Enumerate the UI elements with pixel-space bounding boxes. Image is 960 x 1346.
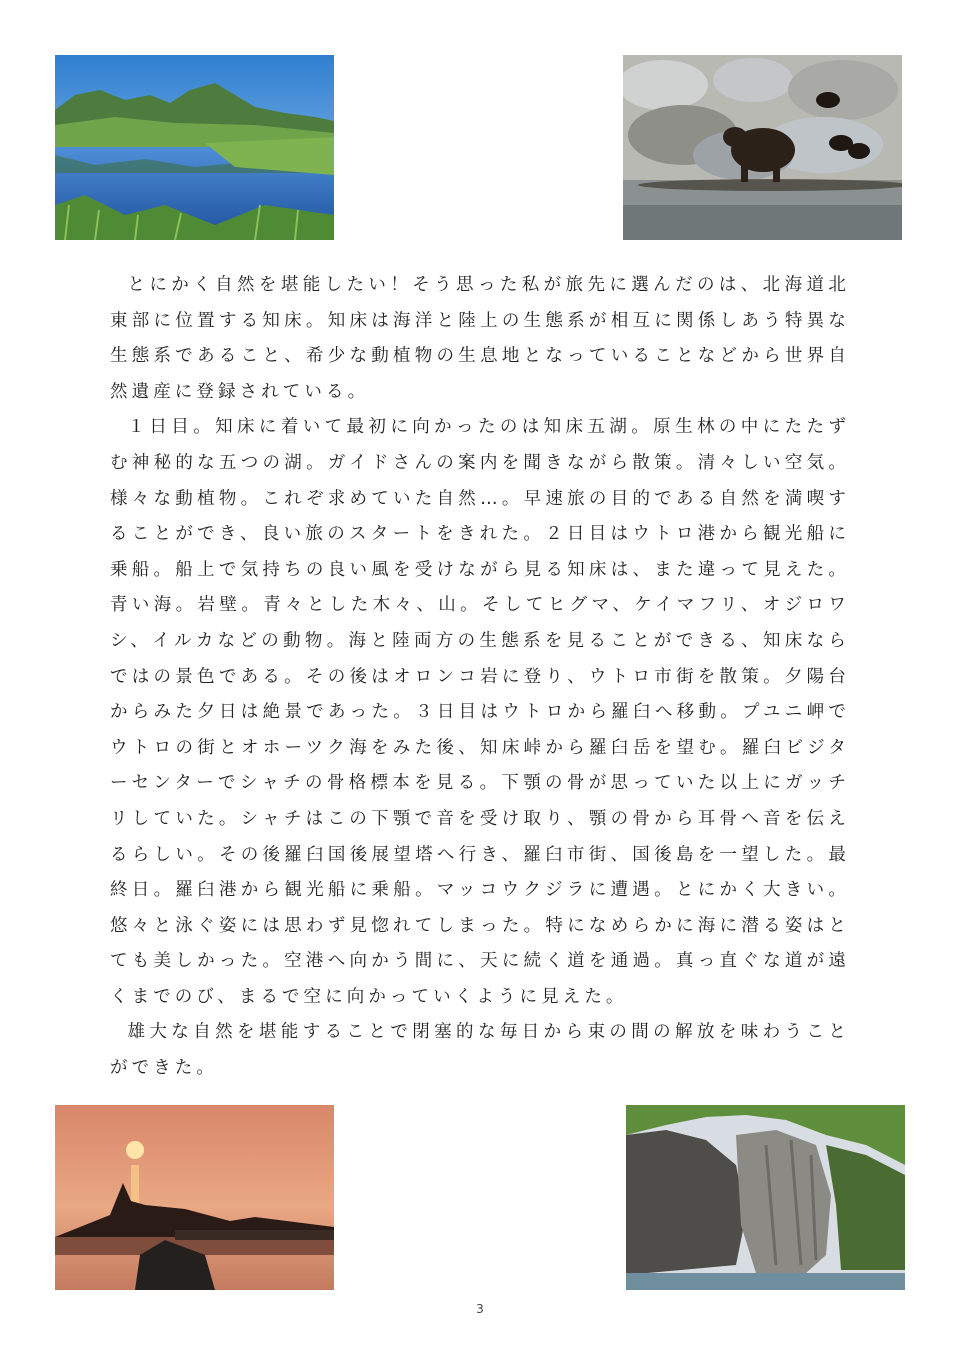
essay-paragraph: 雄大な自然を堪能することで閉塞的な毎日から束の間の解放を味わうことができた。	[110, 1022, 850, 1079]
essay-paragraph: とにかく自然を堪能したい！そう思った私が旅先に選んだのは、北海道北東部に位置する知床。知床は海洋と陸上の生態系が相互に関係しあう特異な生態系であること、希少な動植物の生息地となっていることなどから世界自然遺産に登録されている。	[110, 275, 850, 402]
brown-bear-photo	[623, 55, 902, 240]
essay-paragraph: １日目。知床に着いて最初に向かったのは知床五湖。原生林の中にたたずむ神秘的な五つの湖。ガイドさんの案内を聞きながら散策。清々しい空気。様々な動植物。これぞ求めていた自然…。早速旅の目的である自然を満喫することができ、良い旅のスタートをきれた。２日目はウトロ港から観光船に乗船。船上で気持ちの良い風を受けながら見る知床は、また違って見えた。青い海。岩壁。青々とした木々、山。そしてヒグマ、ケイマフリ、オジロワシ、イルカなどの動物。海と陸両方の生態系を見ることができる、知床ならではの景色である。その後はオロンコ岩に登り、ウトロ市街を散策。夕陽台からみた夕日は絶景であった。３日目はウトロから羅臼へ移動。プユニ岬でウトロの街とオホーツク海をみた後、知床峠から羅臼岳を望む。羅臼ビジターセンターでシャチの骨格標本を見る。下顎の骨が思っていた以上にガッチリしていた。シャチはこの下顎で音を受け取り、顎の骨から耳骨へ音を伝えるらしい。その後羅臼国後展望塔へ行き、羅臼市街、国後島を一望した。最終日。羅臼港から観光船に乗船。マッコウクジラに遭遇。とにかく大きい。悠々と泳ぐ姿には思わず見惚れてしまった。特になめらかに海に潜る姿はとても美しかった。空港へ向かう間に、天に続く道を通過。真っ直ぐな道が遠くまでのび、まるで空に向かっていくように見えた。	[110, 417, 850, 1007]
shiretoko-lake-photo	[55, 55, 334, 240]
page-number: 3	[476, 1302, 484, 1316]
sunset-photo	[55, 1105, 334, 1290]
coastal-cliff-photo	[626, 1105, 905, 1290]
essay-body	[110, 268, 850, 1087]
